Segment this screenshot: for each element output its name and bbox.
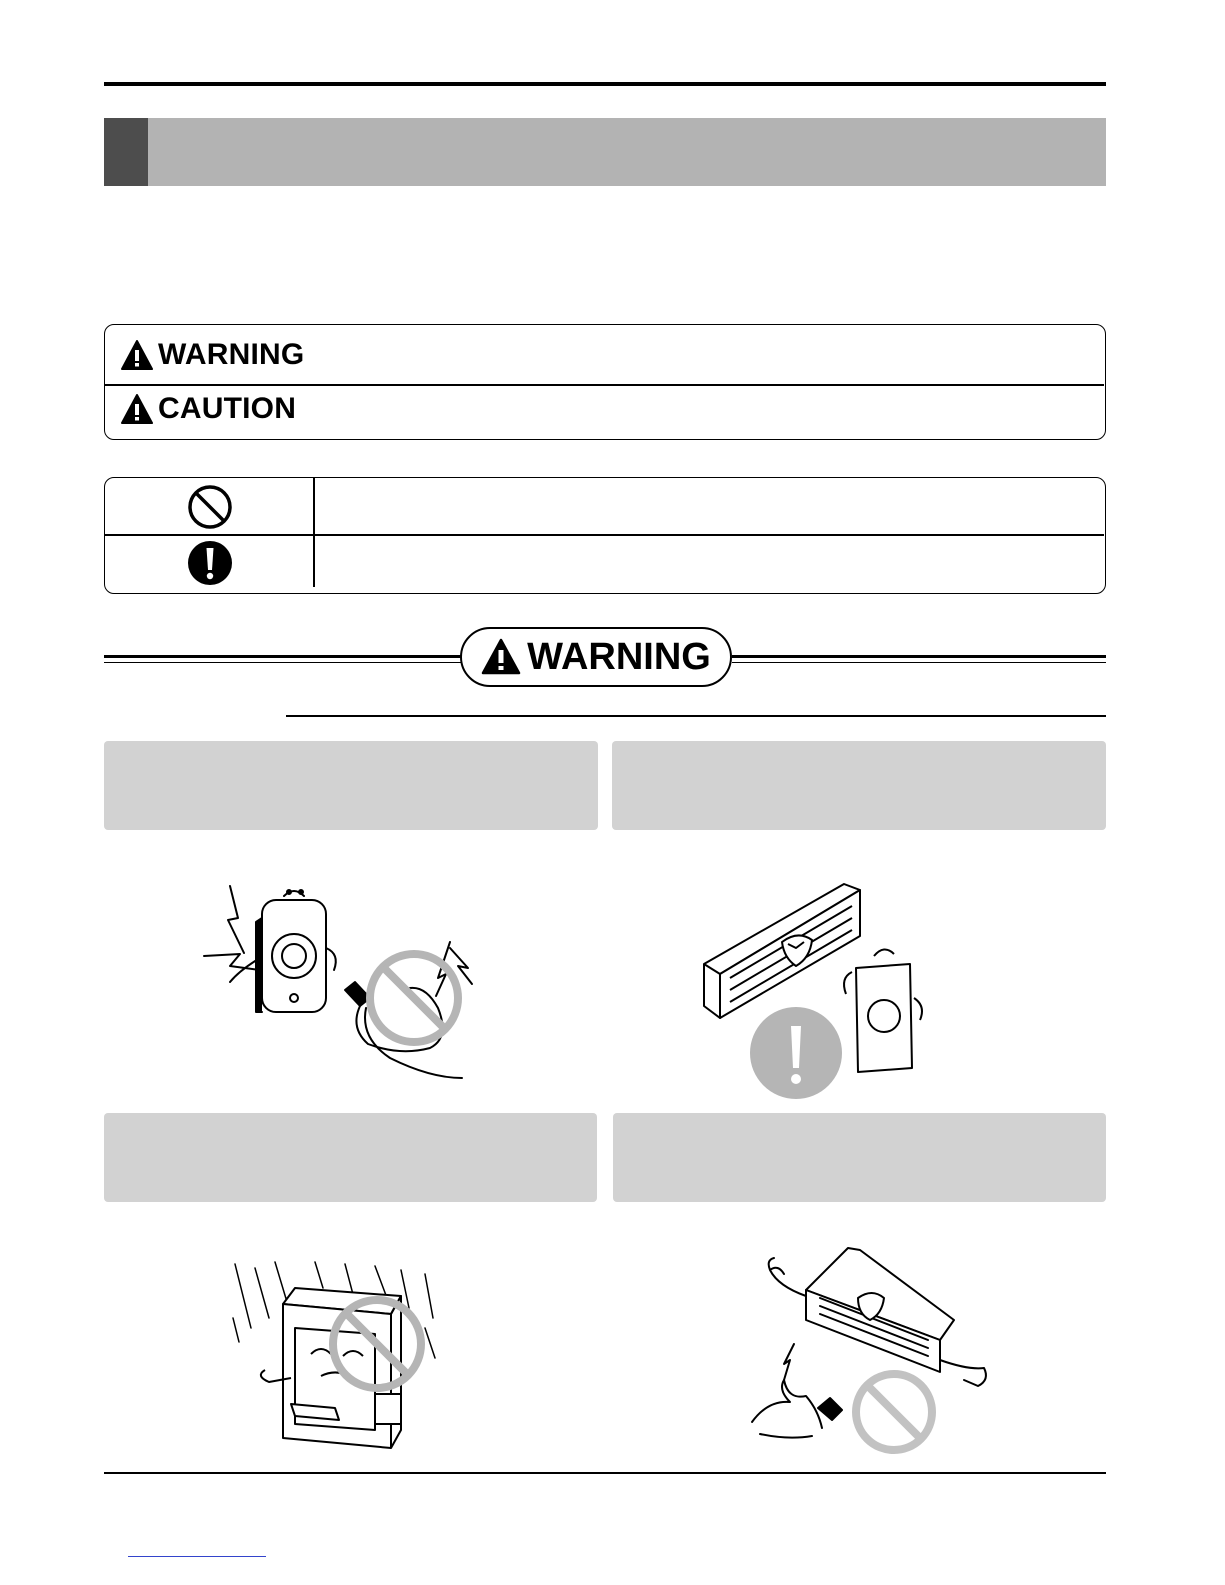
top-rule [104,82,1106,86]
instruction-panel-2 [612,741,1106,830]
symbols-legend-box [104,477,1106,594]
pulled-cord-illustration [748,1240,1008,1456]
warning-triangle-icon [481,638,521,676]
warning-triangle-icon [120,339,154,371]
unit-in-rain-illustration [225,1258,445,1466]
symbols-divider-horizontal [105,534,1104,536]
instruction-panel-4 [613,1113,1106,1202]
instruction-panel-1 [104,741,598,830]
warning-triangle-icon [120,393,154,425]
bottom-rule [104,1472,1106,1474]
warning-level-label [120,338,304,372]
dedicated-outlet-illustration [700,878,940,1100]
exclamation-icon [186,539,234,587]
caution-level-label [120,392,296,426]
warning-level-text: WARNING [158,338,305,371]
section-double-line-right [732,655,1106,663]
caution-level-text: CAUTION [158,392,297,425]
hazard-levels-divider [105,384,1104,386]
warning-section-heading [460,627,732,687]
subsection-rule [286,715,1106,717]
section-title-bar [104,118,1106,186]
section-double-line-left [104,655,462,663]
damaged-outlet-illustration [200,878,480,1088]
prohibition-icon [186,483,234,531]
instruction-panel-3 [104,1113,597,1202]
link-underline [128,1556,266,1557]
section-title-tab [104,118,148,186]
symbols-divider-vertical [313,478,315,587]
warning-section-text: WARNING [527,635,711,678]
